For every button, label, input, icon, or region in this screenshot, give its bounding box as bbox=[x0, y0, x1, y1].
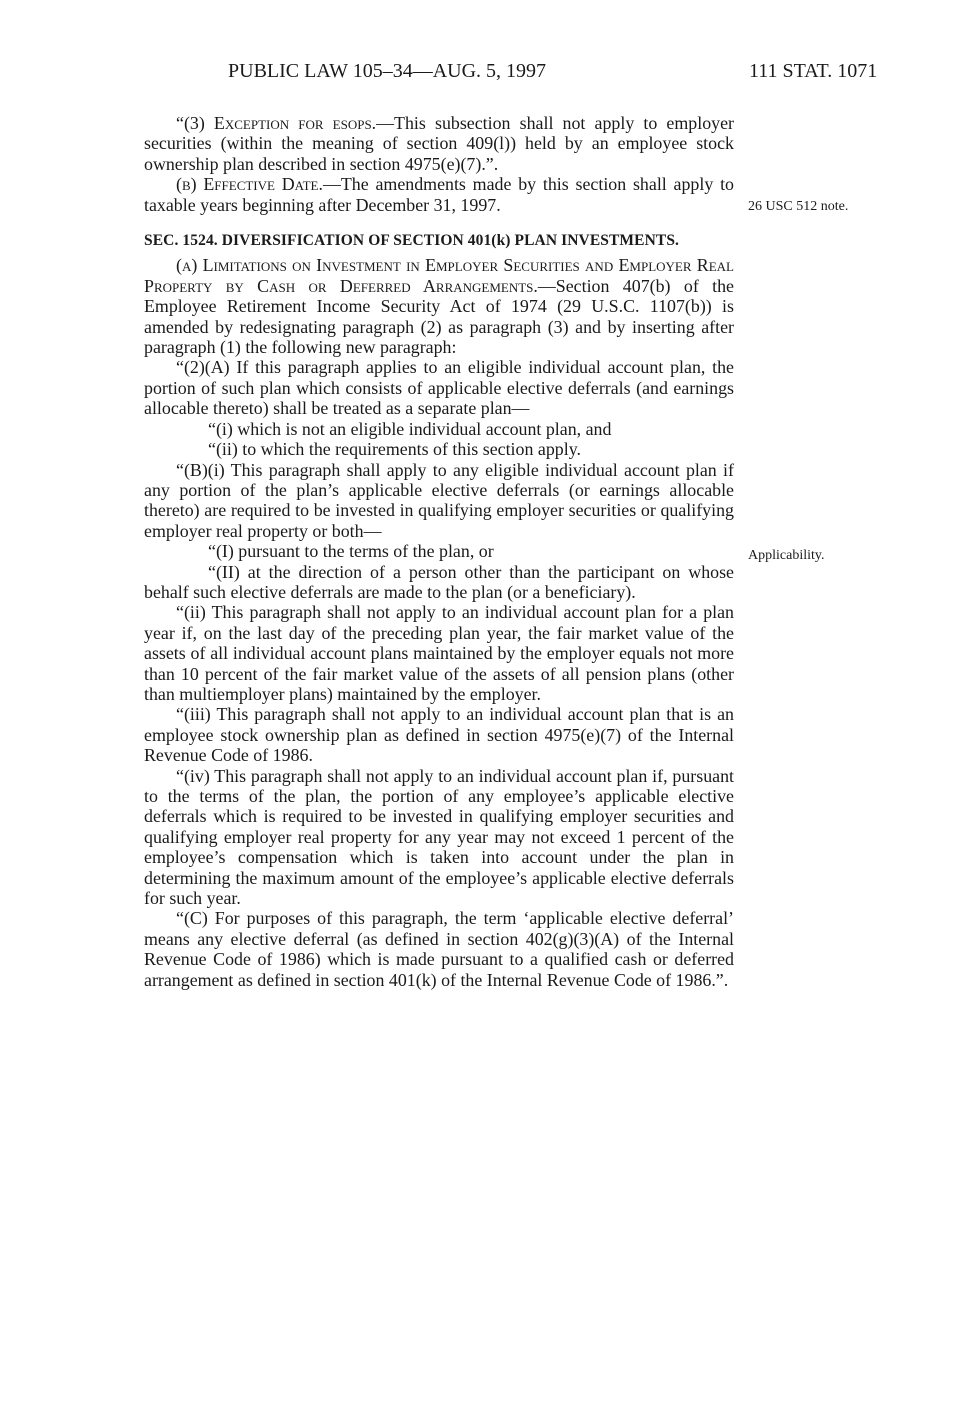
paragraph-text: —Section 407(b) of the Employee Retirement Income Security Act of 1974 (29 U.S.C. 1107(b)) is amended by redesignating paragraph (2) as paragraph (3) and by inserting after paragraph (1) the following new paragraph: bbox=[144, 275, 734, 358]
paragraph-text: —The amendments made by this section shall apply to taxable years beginning after December 31, 1997. bbox=[144, 174, 734, 215]
margin-note-usc: 26 USC 512 note. bbox=[748, 199, 849, 214]
header-stat-page: 111 STAT. 1071 bbox=[749, 60, 878, 82]
paragraph-heading: “(3) Exception for esops. bbox=[176, 113, 377, 133]
section-heading: SEC. 1524. DIVERSIFICATION OF SECTION 401(k) PLAN INVESTMENTS. bbox=[144, 232, 680, 250]
header-law-citation: PUBLIC LAW 105–34—AUG. 5, 1997 bbox=[228, 60, 547, 82]
page-header bbox=[0, 60, 954, 90]
paragraph-c: “(C) For purposes of this paragraph, the term ‘applicable elective deferral’ means any elective deferral (as defined in section 402(g)(3)(A) of the Internal Revenue Code of 1986) which is made pursuant to a qualified cash or deferred arrangement as defined in section 401(k) of the Internal Revenue Code of 1986.”. bbox=[144, 908, 734, 990]
paragraph-limitations bbox=[144, 255, 734, 357]
margin-note-applicability: Applicability. bbox=[748, 548, 825, 563]
paragraph-b-iv: “(iv) This paragraph shall not apply to an individual account plan if, pursuant to the terms of the plan, the portion of any employee’s applicable elective deferrals which is required to be invested in qualifying employer securities and qualifying employer real property for any year may not exceed 1 percent of the employee’s compensation which is taken into account under the plan in determining the maximum amount of the employee’s applicable elective deferrals for such year. bbox=[144, 765, 734, 909]
paragraph-heading: (a) Limitations on Investment in Employer Securities and Employer Real Property by Cash or Deferred Arrangements. bbox=[144, 255, 734, 296]
paragraph-2a-ii: “(ii) to which the requirements of this section apply. bbox=[208, 439, 581, 460]
paragraph-b-i-I: “(I) pursuant to the terms of the plan, or bbox=[208, 541, 494, 562]
paragraph-text: —This subsection shall not apply to employer securities (within the meaning of section 409(l)) held by an employee stock ownership plan described in section 4975(e)(7).”. bbox=[144, 113, 734, 174]
paragraph-effective-date bbox=[144, 174, 734, 215]
paragraph-exception-esops bbox=[144, 113, 734, 174]
paragraph-2a-i: “(i) which is not an eligible individual account plan, and bbox=[208, 418, 612, 439]
paragraph-heading: (b) Effective Date. bbox=[176, 174, 323, 195]
paragraph-b-ii: “(ii) This paragraph shall not apply to an individual account plan for a plan year if, on the last day of the preceding plan year, the fair market value of the assets of all individual account plans maintained by the employer equals not more than 10 percent of the fair market value of the assets of all pension plans (other than multiemployer plans) maintained by the employer. bbox=[144, 602, 734, 704]
paragraph-b-i: “(B)(i) This paragraph shall apply to any eligible individual account plan if any portion of the plan’s applicable elective deferrals (or earnings allocable thereto) are required to be invested in qualifying employer securities or qualifying employer real property or both— bbox=[144, 459, 734, 541]
paragraph-b-iii: “(iii) This paragraph shall not apply to an individual account plan that is an employee stock ownership plan as defined in section 4975(e)(7) of the Internal Revenue Code of 1986. bbox=[144, 704, 734, 766]
paragraph-b-i-II: “(II) at the direction of a person other than the participant on whose behalf such elective deferrals are made to the plan (or a beneficiary). bbox=[144, 561, 734, 602]
document-body bbox=[144, 113, 734, 990]
paragraph-2a: “(2)(A) If this paragraph applies to an eligible individual account plan, the portion of such plan which consists of applicable elective deferrals (and earnings allocable thereto) shall be treated as a separate plan— bbox=[144, 357, 734, 419]
